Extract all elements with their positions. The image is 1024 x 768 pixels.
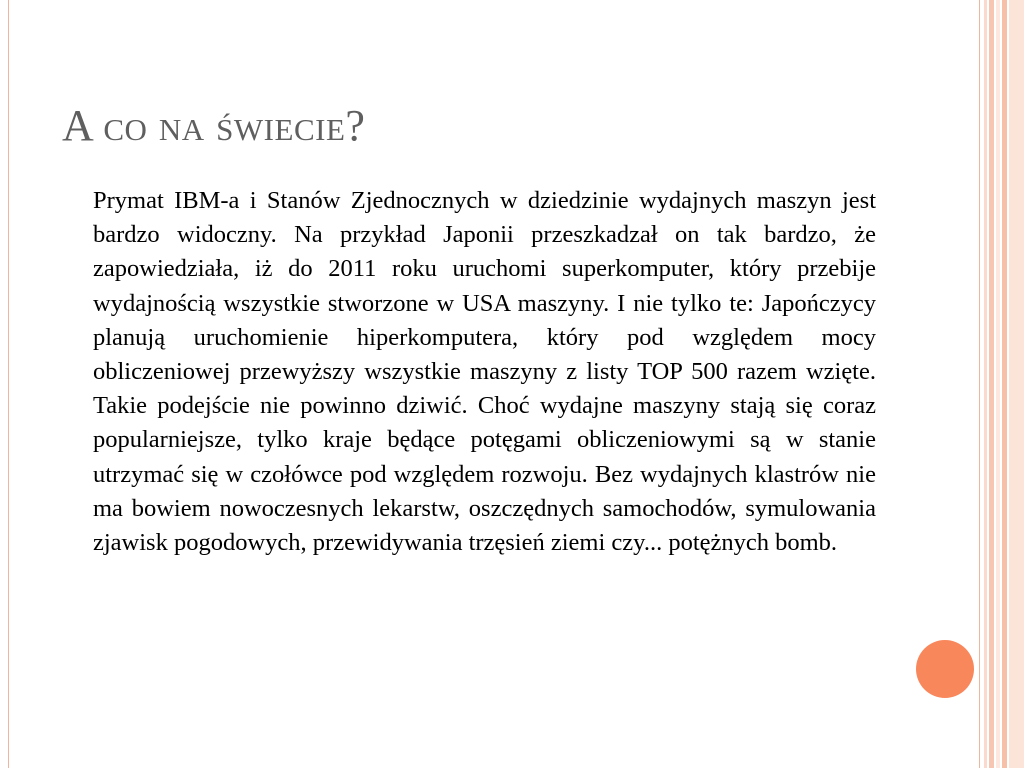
decorative-stripe <box>996 0 1000 768</box>
decorative-stripe <box>984 0 987 768</box>
decorative-stripe <box>1009 0 1024 768</box>
decorative-stripe <box>989 0 994 768</box>
decorative-stripe <box>1002 0 1007 768</box>
accent-circle <box>916 640 974 698</box>
slide-title: A co na świecie? <box>62 101 366 150</box>
slide-body-text: Prymat IBM-a i Stanów Zjednocznych w dziedzinie wydajnych maszyn jest bardzo widoczny. Na przykład Japonii przeszkadzał on tak bardzo, że zapowiedziała, iż do 2011 roku uruchomi superkomputer, który przebije wydajnością wszystkie stworzone w USA maszyny. I nie tylko te: Japończycy planują uruchomienie hiperkomputera, który pod względem mocy obliczeniowej przewyższy wszystkie maszyny z listy TOP 500 razem wzięte. Takie podejście nie powinno dziwić. Choć wydajne maszyny stają się coraz popularniejsze, tylko kraje będące potęgami obliczeniowymi są w stanie utrzymać się w czołówce pod względem rozwoju. Bez wydajnych klastrów nie ma bowiem nowoczesnych lekarstw, oszczędnych samochodów, symulowania zjawisk pogodowych, przewidywania trzęsień ziemi czy... potężnych bomb. <box>93 187 876 557</box>
